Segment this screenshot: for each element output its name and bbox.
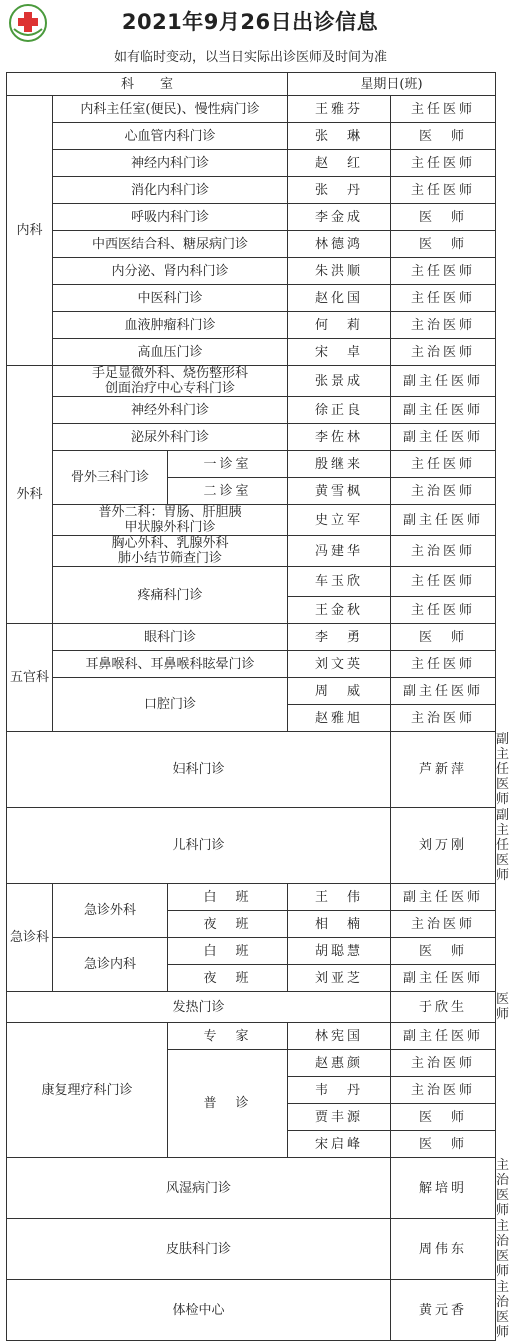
dept-cell: 消化内科门诊 [53,177,288,204]
doctor-name: 冯建华 [288,536,391,567]
table-row [7,285,496,312]
dept-cell: 内科主任室(便民)、慢性病门诊 [53,96,288,123]
schedule-table [6,72,512,1341]
doctor-name: 韦 丹 [288,1077,391,1104]
doctor-name: 周 威 [288,678,391,705]
doctor-name: 赵惠颜 [288,1050,391,1077]
doctor-title: 主任医师 [391,597,496,624]
dept-cell: 骨外三科门诊 [53,451,168,505]
table-row [7,424,496,451]
dept-cell: 耳鼻喉科、耳鼻喉科眩晕门诊 [53,651,288,678]
doctor-name: 殷继来 [288,451,391,478]
doctor-title: 副主任医师 [391,678,496,705]
group-waike: 外科 [7,366,53,624]
table-row [7,366,496,397]
sub-cell: 夜 班 [168,965,288,992]
table-row [7,567,496,597]
dept-cell: 心血管内科门诊 [53,123,288,150]
sub-cell: 二诊室 [168,478,288,505]
dept-cell: 内分泌、肾内科门诊 [53,258,288,285]
dept-cell: 泌尿外科门诊 [53,424,288,451]
dept-cell: 眼科门诊 [53,624,288,651]
dept-cell: 康复理疗科门诊 [7,1023,168,1158]
dept-cell: 体检中心 [7,1280,391,1341]
doctor-name: 王金秋 [288,597,391,624]
doctor-name: 芦新萍 [391,732,496,808]
doctor-title: 主任医师 [391,177,496,204]
table-row [7,505,496,536]
dept-cell: 发热门诊 [7,992,391,1023]
doctor-name: 宋 卓 [288,339,391,366]
doctor-name: 车玉欣 [288,567,391,597]
doctor-name: 贾丰源 [288,1104,391,1131]
dept-cell: 高血压门诊 [53,339,288,366]
table-row [7,339,496,366]
dept-cell: 普外二科：胃肠、肝胆胰 甲状腺外科门诊 [53,505,288,536]
doctor-title: 副主任医师 [391,505,496,536]
dept-cell: 神经内科门诊 [53,150,288,177]
table-row [7,258,496,285]
table-row [7,96,496,123]
group-jizhenke: 急诊科 [7,884,53,992]
sub-cell: 普 诊 [168,1050,288,1158]
doctor-name: 相 楠 [288,911,391,938]
table-row [7,231,496,258]
table-row: 皮肤科门诊 周伟东 主治医师 [7,1219,496,1280]
doctor-title: 医 师 [391,938,496,965]
doctor-title: 主治医师 [391,911,496,938]
doctor-title: 医 师 [391,624,496,651]
doctor-name: 王雅芬 [288,96,391,123]
doctor-title: 副主任医师 [391,424,496,451]
doctor-title: 主任医师 [391,651,496,678]
doctor-title: 主治医师 [391,705,496,732]
group-neike: 内科 [7,96,53,366]
dept-cell: 妇科门诊 [7,732,391,808]
doctor-title: 副主任医师 [391,366,496,397]
doctor-title: 主治医师 [391,1050,496,1077]
group-wuguanke: 五官科 [7,624,53,732]
doctor-title: 主任医师 [391,150,496,177]
table-row [7,204,496,231]
table-row: 发热门诊 于欣生 医 师 [7,992,496,1023]
doctor-title: 副主任医师 [391,965,496,992]
doctor-title: 主治医师 [391,536,496,567]
doctor-title: 主任医师 [391,451,496,478]
doctor-title: 医 师 [391,231,496,258]
doctor-title: 主治医师 [391,339,496,366]
header-dept: 科 室 [7,73,288,96]
doctor-title: 副主任医师 [391,397,496,424]
table-row [7,397,496,424]
table-row [7,938,496,965]
doctor-title: 主任医师 [391,567,496,597]
table-row [7,1023,496,1050]
dept-cell: 疼痛科门诊 [53,567,288,624]
table-row [7,624,496,651]
doctor-name: 张 琳 [288,123,391,150]
doctor-name: 史立军 [288,505,391,536]
header-row [7,73,496,96]
sub-cell: 白 班 [168,884,288,911]
doctor-name: 胡聪慧 [288,938,391,965]
doctor-title: 主任医师 [391,258,496,285]
doctor-name: 李金成 [288,204,391,231]
doctor-name: 林宪国 [288,1023,391,1050]
dept-cell: 儿科门诊 [7,808,391,884]
doctor-name: 赵 红 [288,150,391,177]
dept-cell: 神经外科门诊 [53,397,288,424]
doctor-name: 刘文英 [288,651,391,678]
doctor-name: 林德鸿 [288,231,391,258]
page-title: 2021年9月26日出诊信息 [121,10,379,34]
table-row [7,536,496,567]
doctor-title: 医 师 [391,1104,496,1131]
doctor-title: 医 师 [391,1131,496,1158]
header-day: 星期日(班) [288,73,496,96]
doctor-name: 宋启峰 [288,1131,391,1158]
doctor-name: 何 莉 [288,312,391,339]
doctor-title: 医 师 [391,123,496,150]
table-row [7,123,496,150]
doctor-name: 赵化国 [288,285,391,312]
doctor-title: 主任医师 [391,285,496,312]
doctor-name: 张 丹 [288,177,391,204]
doctor-title: 副主任医师 [391,884,496,911]
dept-cell: 手足显微外科、烧伤整形科 创面治疗中心专科门诊 [53,366,288,397]
doctor-title: 医 师 [391,204,496,231]
dept-cell: 急诊外科 [53,884,168,938]
table-row [7,451,496,478]
dept-cell: 急诊内科 [53,938,168,992]
dept-cell: 血液肿瘤科门诊 [53,312,288,339]
sub-cell: 一诊室 [168,451,288,478]
table-row: 妇科门诊 芦新萍 副主任医师 [7,732,496,808]
table-row [7,651,496,678]
sub-cell: 夜 班 [168,911,288,938]
doctor-name: 刘亚芝 [288,965,391,992]
doctor-title: 主治医师 [391,1077,496,1104]
dept-cell: 中西医结合科、糖尿病门诊 [53,231,288,258]
table-row [7,312,496,339]
table-row: 体检中心 黄元香 主治医师 [7,1280,496,1341]
doctor-name: 刘万刚 [391,808,496,884]
dept-cell: 呼吸内科门诊 [53,204,288,231]
table-row: 儿科门诊 刘万刚 副主任医师 [7,808,496,884]
doctor-name: 解培明 [391,1158,496,1219]
doctor-name: 李佐林 [288,424,391,451]
dept-cell: 口腔门诊 [53,678,288,732]
doctor-name: 赵雅旭 [288,705,391,732]
doctor-name: 黄元香 [391,1280,496,1341]
doctor-name: 李 勇 [288,624,391,651]
table-row: 风湿病门诊 解培明 主治医师 [7,1158,496,1219]
table-row [7,884,496,911]
doctor-name: 张景成 [288,366,391,397]
table-row [7,150,496,177]
doctor-title: 主任医师 [391,96,496,123]
doctor-name: 徐正良 [288,397,391,424]
doctor-name: 于欣生 [391,992,496,1023]
dept-cell: 风湿病门诊 [7,1158,391,1219]
doctor-name: 周伟东 [391,1219,496,1280]
doctor-name: 黄雪枫 [288,478,391,505]
doctor-title: 主治医师 [391,478,496,505]
dept-cell: 胸心外科、乳腺外科 肺小结节筛查门诊 [53,536,288,567]
doctor-title: 副主任医师 [391,1023,496,1050]
dept-cell: 皮肤科门诊 [7,1219,391,1280]
doctor-title: 主治医师 [391,312,496,339]
sub-cell: 专 家 [168,1023,288,1050]
doctor-name: 王 伟 [288,884,391,911]
table-row [7,177,496,204]
notice-text: 如有临时变动，以当日实际出诊医师及时间为准 [113,50,387,65]
dept-cell: 中医科门诊 [53,285,288,312]
doctor-name: 朱洪顺 [288,258,391,285]
table-row [7,678,496,705]
sub-cell: 白 班 [168,938,288,965]
